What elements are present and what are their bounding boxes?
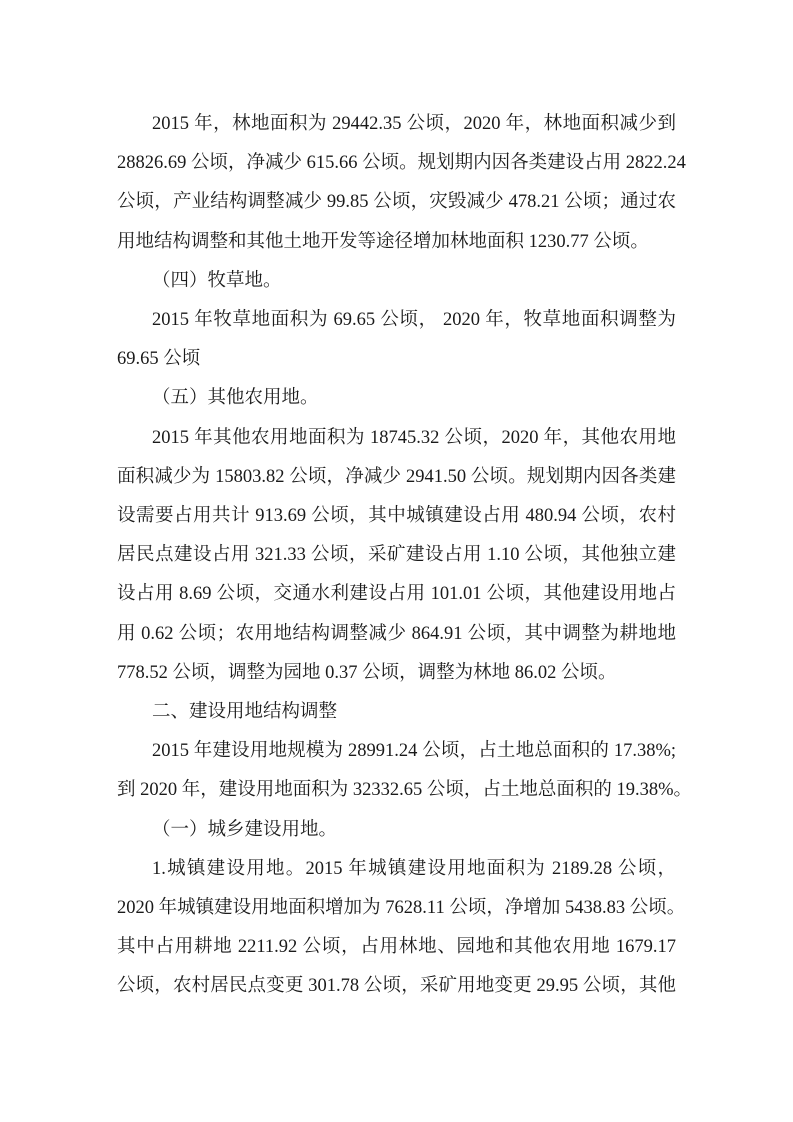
text-line: 2015 年建设用地规模为 28991.24 公顷，占土地总面积的 17.38%; [152,741,676,762]
text-line: 2015 年，林地面积为 29442.35 公顷，2020 年，林地面积减少到 [152,114,676,134]
text-line: 设占用 8.69 公顷，交通水利建设占用 101.01 公顷，其他建设用地占 [117,584,676,605]
text-line: （四）牧草地。 [152,270,282,291]
text-line: 到 2020 年，建设用地面积为 32332.65 公顷，占土地总面积的 19.38%。 [117,780,693,801]
text-line: 69.65 公顷 [117,349,201,370]
text-line: 其中占用耕地 2211.92 公顷，占用林地、园地和其他农用地 1679.17 [117,937,676,958]
text-line: 公顷，农村居民点变更 301.78 公顷，采矿用地变更 29.95 公顷，其他 [117,976,676,997]
text-line: 2020 年城镇建设用地面积增加为 7628.11 公顷，净增加 5438.83 公顷。 [117,898,686,918]
text-line: （一）城乡建设用地。 [152,819,338,840]
text-line: 用地结构调整和其他土地开发等途径增加林地面积 1230.77 公顷。 [117,231,649,252]
text-line: 778.52 公顷，调整为园地 0.37 公顷，调整为林地 86.02 公顷。 [117,662,617,683]
text-line: 公顷，产业结构调整减少 99.85 公顷，灾毁减少 478.21 公顷；通过农 [117,192,676,213]
text-line: 2015 年其他农用地面积为 18745.32 公顷，2020 年，其他农用地 [152,427,676,448]
text-line: 用 0.62 公顷；农用地结构调整减少 864.91 公顷，其中调整为耕地地 [117,623,676,644]
text-line: （五）其他农用地。 [152,388,319,409]
text-line: 二、建设用地结构调整 [152,702,338,722]
text-line: 28826.69 公顷，净减少 615.66 公顷。规划期内因各类建设占用 2822.24 [117,153,686,174]
text-line: 面积减少为 15803.82 公顷，净减少 2941.50 公顷。规划期内因各类建 [117,466,676,487]
text-line: 设需要占用共计 913.69 公顷，其中城镇建设占用 480.94 公顷，农村 [117,506,676,526]
text-line: 1.城镇建设用地。2015 年城镇建设用地面积为 2189.28 公顷， [152,858,676,879]
text-line: 2015 年牧草地面积为 69.65 公顷， 2020 年，牧草地面积调整为 [152,310,676,330]
text-line: 居民点建设占用 321.33 公顷，采矿建设占用 1.10 公顷，其他独立建 [117,545,676,566]
